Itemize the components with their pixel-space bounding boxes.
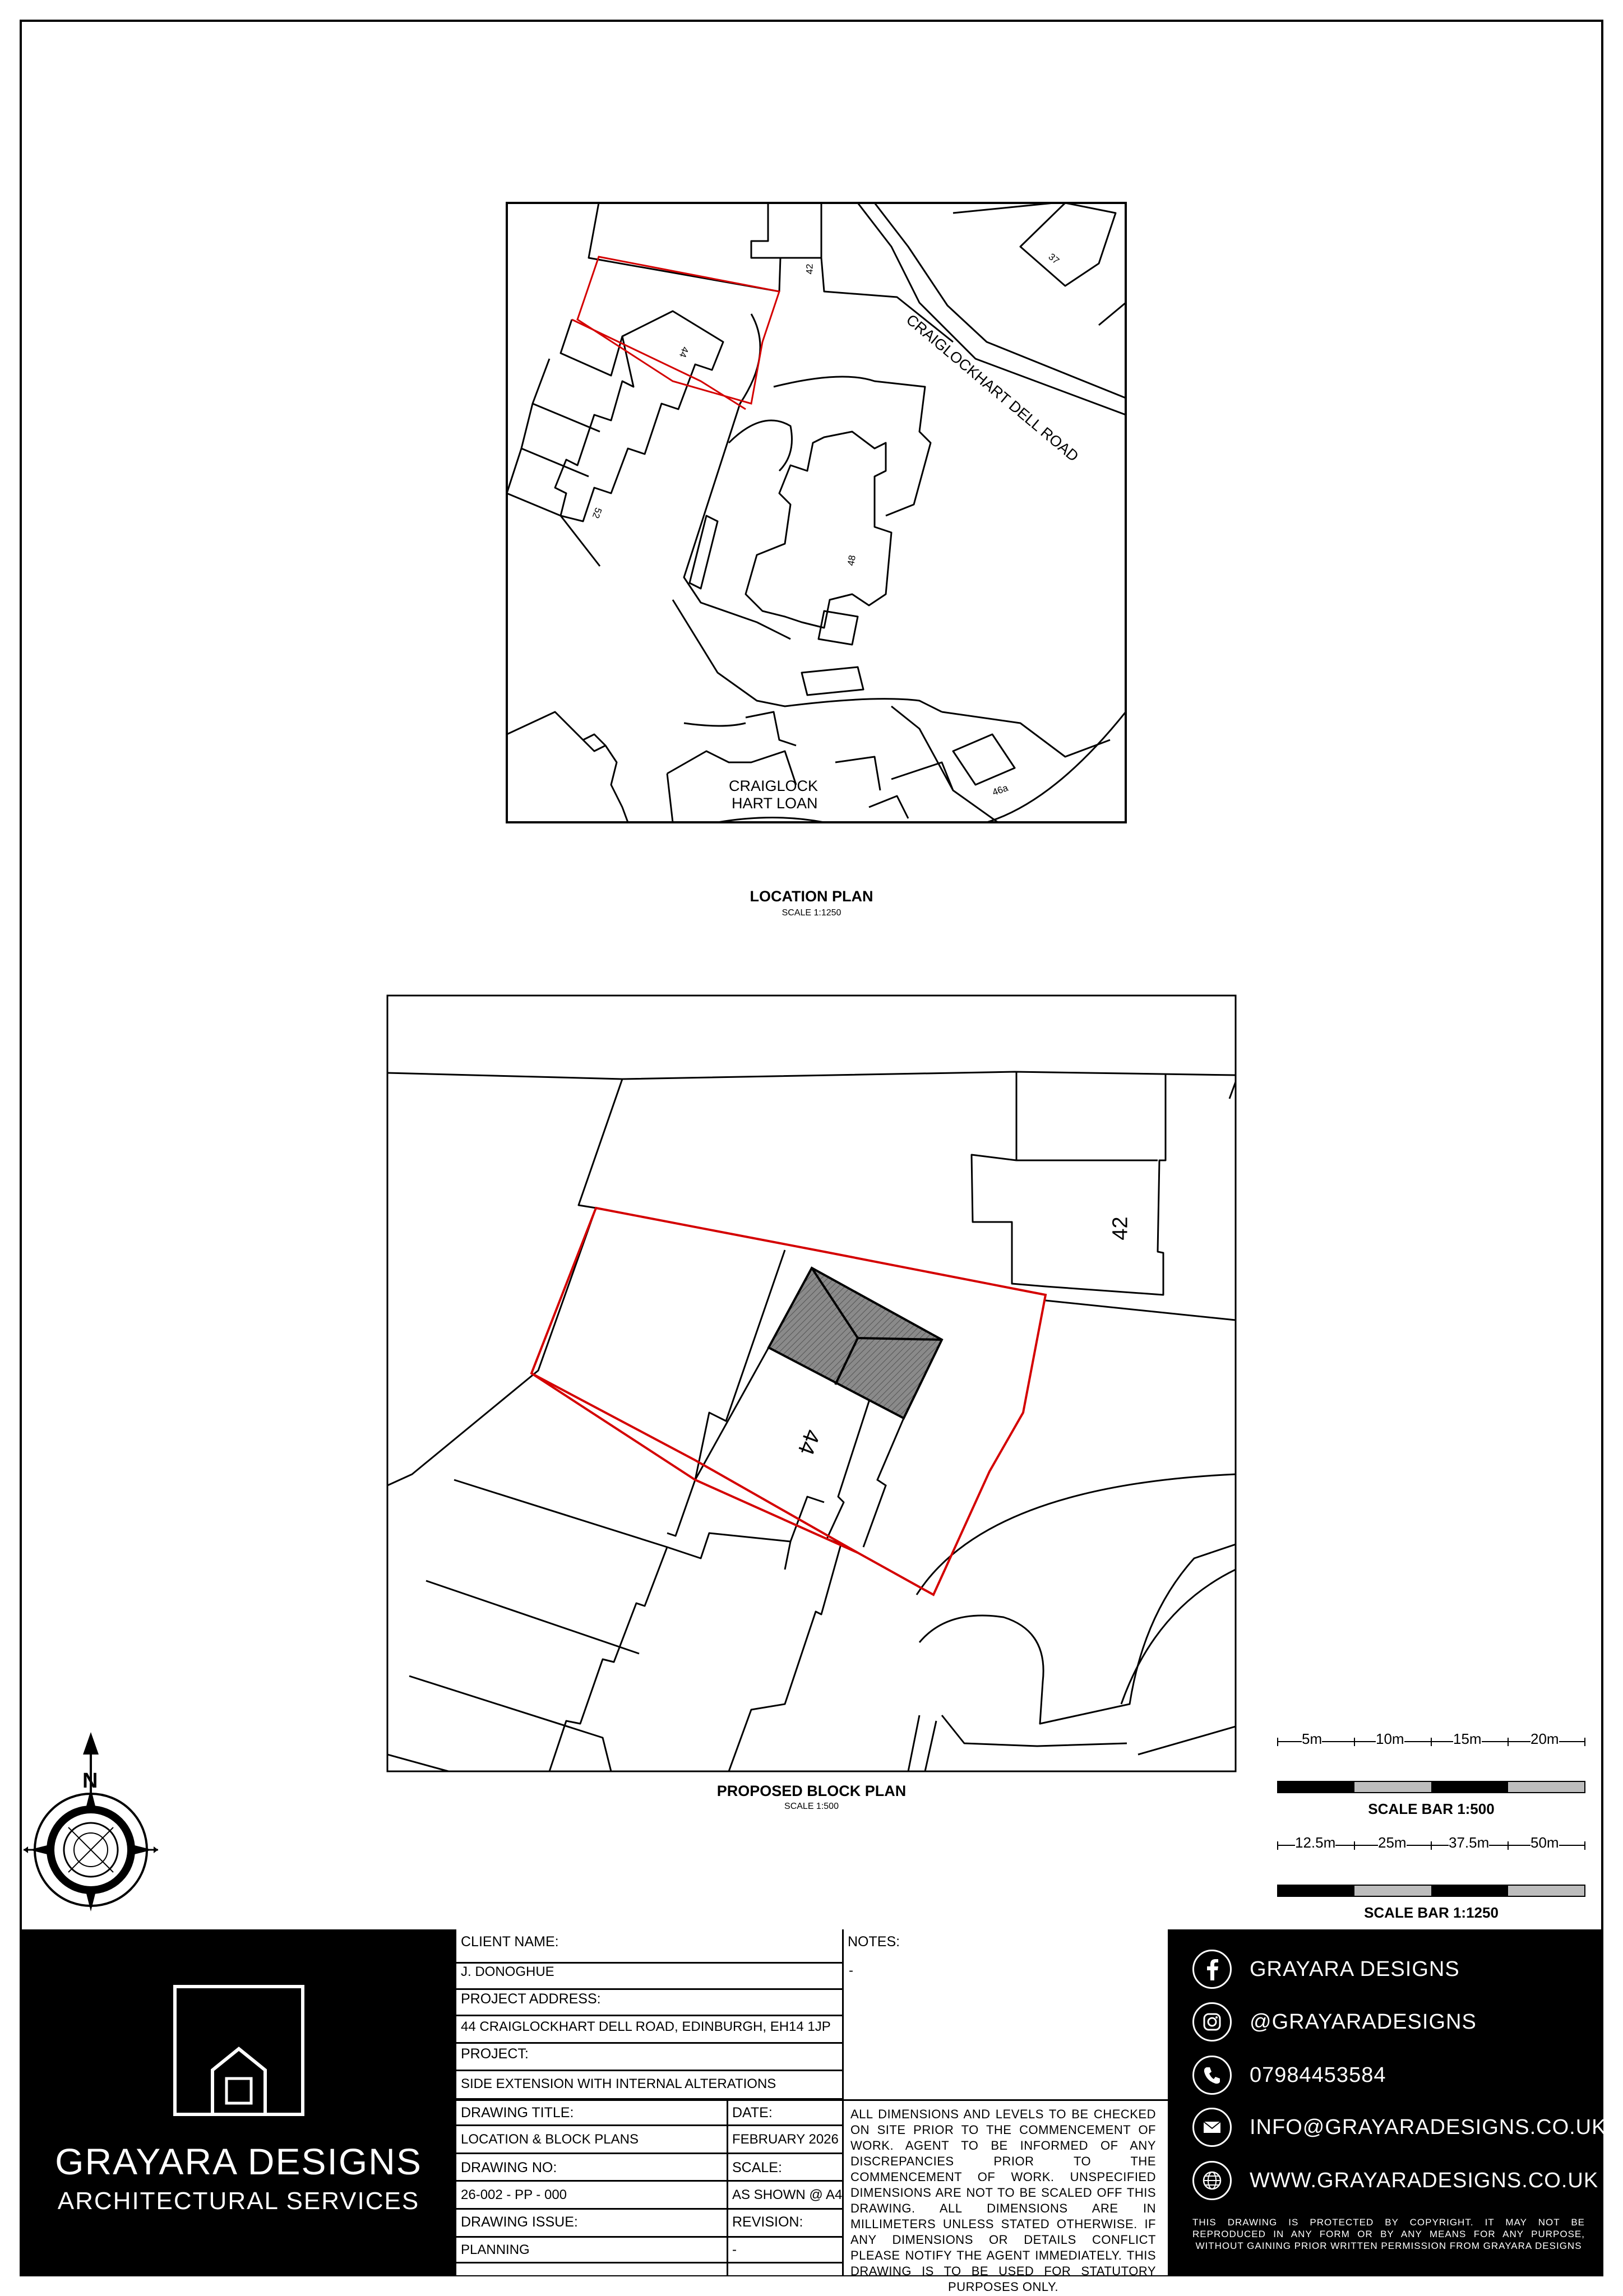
block-plan-map: [387, 996, 1236, 1771]
revision-value: -: [732, 2242, 737, 2257]
block-house-number-42: 42: [1108, 1216, 1132, 1240]
scale500-tick-3: 15m: [1453, 1730, 1482, 1747]
block-plan-title: PROPOSED BLOCK PLAN: [716, 1783, 907, 1799]
scale-value: AS SHOWN @ A4: [732, 2187, 843, 2202]
scale500-tick-1: 5m: [1302, 1730, 1323, 1747]
scale1250-title: SCALE BAR 1:1250: [1364, 1904, 1499, 1921]
scale1250-tick-4: 50m: [1530, 1834, 1559, 1851]
client-value: J. DONOGHUE: [461, 1964, 554, 1979]
contact-email-text: INFO@GRAYARADESIGNS.CO.UK: [1250, 2116, 1607, 2139]
client-label: CLIENT NAME:: [461, 1934, 559, 1950]
block-house-number-44: 44: [793, 1426, 825, 1459]
north-label: N: [82, 1769, 98, 1793]
drawing-title-label: DRAWING TITLE:: [461, 2105, 574, 2121]
disclaimer-text: ALL DIMENSIONS AND LEVELS TO BE CHECKED ON SITE PRIOR TO THE COMMENCEMENT OF WORK. AGENT TO BE INFORMED OF ANY DISCREPANCIES PRIOR TO THE COMMENCEMENT OF WORK. UNSPECIFIED DIMENSIONS ARE NOT TO BE SCALED OFF THIS DRAWING. ALL DIMENSIONS ARE IN MILLIMETERS UNLESS STATED OTHERWISE. IF ANY DIMENSIONS OR DETAILS CONFLICT PLEASE NOTIFY THE AGENT IMMEDIATELY. THIS DRAWING IS TO BE USED FOR STATUTORY PURPOSES ONLY.: [850, 2107, 1156, 2294]
scale1250-tick-1: 12.5m: [1295, 1834, 1336, 1851]
scale500-title: SCALE BAR 1:500: [1368, 1800, 1495, 1817]
road-label: CRAIGLOCKHART DELL ROAD: [903, 311, 1082, 465]
scale1250-tick-3: 37.5m: [1449, 1834, 1490, 1851]
contact-website-text: WWW.GRAYARADESIGNS.CO.UK: [1250, 2169, 1599, 2192]
email-icon: [1192, 2108, 1232, 2147]
address-label: PROJECT ADDRESS:: [461, 1991, 601, 2007]
scale500-tick-2: 10m: [1376, 1730, 1404, 1747]
house-number-48: 48: [845, 554, 858, 567]
location-plan-scale: SCALE 1:1250: [782, 908, 841, 918]
contact-website[interactable]: [1192, 2161, 1607, 2200]
issue-value: PLANNING: [461, 2242, 530, 2257]
house-number-46a: 46a: [991, 782, 1010, 798]
location-plan-title: LOCATION PLAN: [750, 888, 873, 905]
block-plan-scale: SCALE 1:500: [784, 1802, 839, 1811]
house-number-52: 52: [590, 506, 604, 520]
house-number-37: 37: [1046, 251, 1062, 266]
house-number-44: 44: [677, 345, 691, 359]
notes-label: NOTES:: [848, 1934, 900, 1950]
project-label: PROJECT:: [461, 2046, 529, 2062]
scale-label: SCALE:: [732, 2160, 782, 2175]
instagram-icon: [1192, 2002, 1232, 2042]
revision-label: REVISION:: [732, 2214, 803, 2230]
loan-label-1: CRAIGLOCK: [729, 777, 819, 794]
scale1250-tick-2: 25m: [1378, 1834, 1407, 1851]
drawing-no-value: 26-002 - PP - 000: [461, 2187, 567, 2202]
company-tagline: ARCHITECTURAL SERVICES: [57, 2187, 420, 2215]
house-number-42: 42: [804, 263, 815, 275]
contact-email[interactable]: [1192, 2108, 1607, 2147]
globe-icon: [1192, 2161, 1232, 2200]
contact-phone[interactable]: [1192, 2056, 1607, 2095]
contact-phone-text: 07984453584: [1250, 2063, 1386, 2087]
scale500-tick-4: 20m: [1530, 1730, 1559, 1747]
project-value: SIDE EXTENSION WITH INTERNAL ALTERATIONS: [461, 2076, 776, 2091]
issue-label: DRAWING ISSUE:: [461, 2214, 578, 2230]
address-value: 44 CRAIGLOCKHART DELL ROAD, EDINBURGH, EH14 1JP: [461, 2019, 831, 2034]
date-label: DATE:: [732, 2105, 773, 2121]
contact-instagram-text: @GRAYARADESIGNS: [1250, 2010, 1477, 2034]
notes-value: -: [849, 1963, 853, 1978]
contact-facebook-text: GRAYARA DESIGNS: [1250, 1957, 1460, 1981]
copyright-notice: THIS DRAWING IS PROTECTED BY COPYRIGHT. IT MAY NOT BE REPRODUCED IN ANY FORM OR BY ANY MEANS FOR ANY PURPOSE, WITHOUT GAINING PRIOR WRITTEN PERMISSION FROM GRAYARA DESIGNS: [1192, 2217, 1585, 2251]
facebook-icon: [1192, 1950, 1232, 1989]
north-arrow-icon: [24, 1732, 158, 1911]
contact-facebook[interactable]: [1192, 1950, 1607, 1989]
drawing-title-value: LOCATION & BLOCK PLANS: [461, 2132, 639, 2147]
loan-label-2: HART LOAN: [732, 795, 818, 812]
contact-instagram[interactable]: [1192, 2002, 1607, 2042]
company-name: GRAYARA DESIGNS: [55, 2141, 422, 2182]
phone-icon: [1192, 2056, 1232, 2095]
drawing-no-label: DRAWING NO:: [461, 2160, 557, 2175]
date-value: FEBRUARY 2026: [732, 2132, 839, 2147]
